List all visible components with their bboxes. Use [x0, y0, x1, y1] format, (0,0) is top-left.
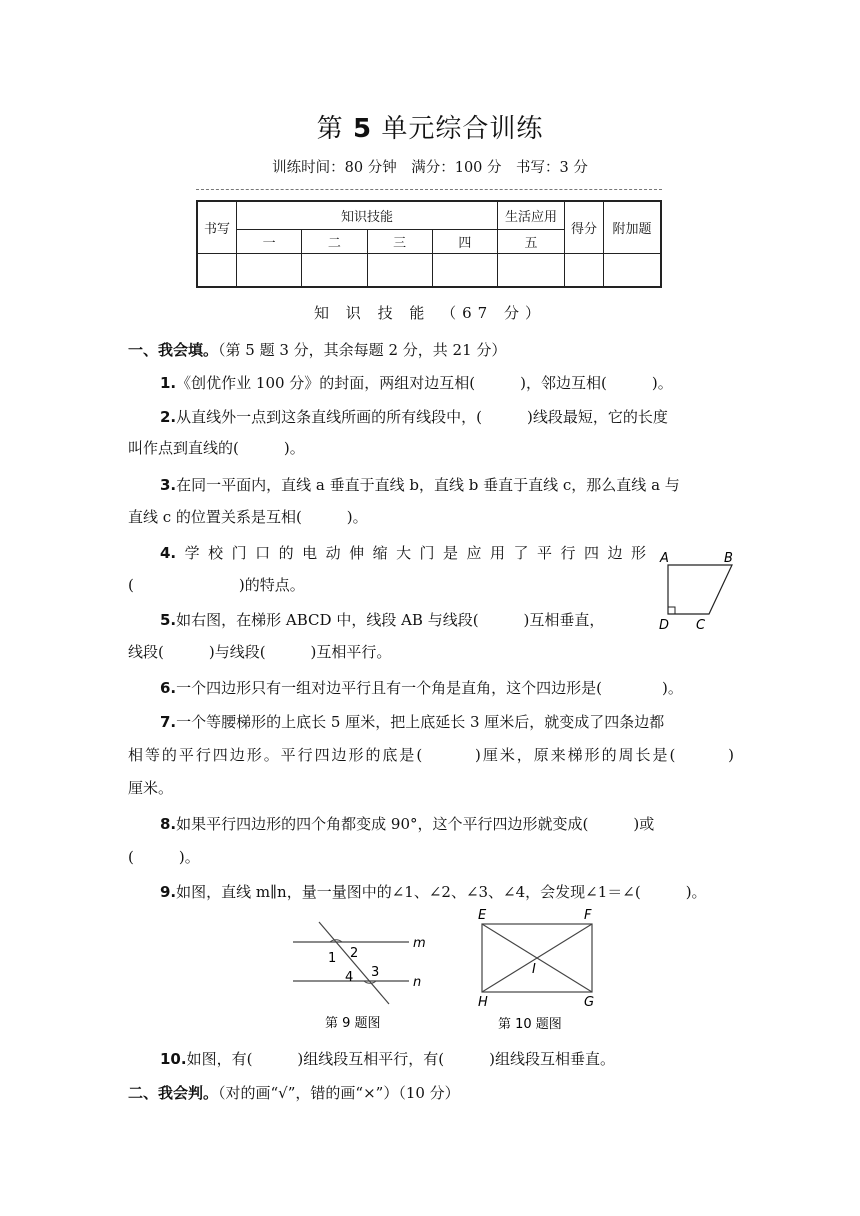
label-n: n: [413, 975, 422, 990]
col-5: 五: [498, 229, 565, 253]
header-score: 得分: [565, 201, 604, 253]
question-3-cont: 直线 c 的位置关系是互相( )。: [128, 508, 368, 526]
figure-10-caption: 第 10 题图: [498, 1017, 562, 1032]
label-m: m: [413, 936, 426, 951]
label-b: B: [724, 551, 733, 566]
question-7: 7.一个等腰梯形的上底长 5 厘米，把上底延长 3 厘米后，就变成了四条边都: [160, 713, 665, 731]
question-5: 5.如右图，在梯形 ABCD 中，线段 AB 与线段( )互相垂直，: [160, 611, 605, 629]
score-cell[interactable]: [367, 253, 432, 287]
header-knowledge: 知识技能: [237, 201, 498, 229]
question-1: 1.《创优作业 100 分》的封面，两组对边互相( )，邻边互相( )。: [160, 374, 673, 392]
question-4-cont: ( )的特点。: [128, 576, 305, 594]
score-table: [196, 200, 662, 288]
question-2-cont: 叫作点到直线的( )。: [128, 439, 305, 457]
trapezoid-abcd: [668, 565, 732, 614]
dashed-divider: [196, 189, 662, 190]
question-8-cont: ( )。: [128, 848, 200, 866]
question-7-cont2: 厘米。: [128, 779, 174, 797]
angle-4-label: 4: [345, 970, 354, 985]
question-6: 6.一个四边形只有一组对边平行且有一个角是直角，这个四边形是( )。: [160, 679, 683, 697]
label-d: D: [659, 618, 670, 632]
label-g: G: [584, 995, 595, 1010]
part1-heading: 一、我会填。（第 5 题 3 分，其余每题 2 分，共 21 分）: [128, 341, 507, 359]
question-5-cont: 线段( )与线段( )互相平行。: [128, 643, 392, 661]
section-title: 知 识 技 能 （67 分）: [314, 304, 546, 322]
question-3: 3.在同一平面内，直线 a 垂直于直线 b，直线 b 垂直于直线 c，那么直线 a 与: [160, 476, 680, 494]
right-angle-mark: [668, 607, 675, 614]
score-cell[interactable]: [432, 253, 497, 287]
header-life: 生活应用: [498, 201, 565, 229]
angle-2-label: 2: [350, 946, 359, 961]
score-cell[interactable]: [565, 253, 604, 287]
score-cell[interactable]: [498, 253, 565, 287]
question-8: 8.如果平行四边形的四个角都变成 90°，这个平行四边形就变成( )或: [160, 815, 655, 833]
figure-9: [285, 918, 435, 1038]
figure-9-caption: 第 9 题图: [325, 1016, 381, 1031]
subtitle: 训练时间：80 分钟 满分：100 分 书写：3 分: [272, 160, 588, 176]
col-3: 三: [367, 229, 432, 253]
score-cell[interactable]: [197, 253, 237, 287]
header-writing: 书写: [197, 201, 237, 253]
col-2: 二: [302, 229, 367, 253]
label-e: E: [478, 908, 487, 923]
score-cell[interactable]: [302, 253, 367, 287]
header-bonus: 附加题: [604, 201, 662, 253]
question-7-cont: 相等的平行四边形。平行四边形的底是( )厘米，原来梯形的周长是( ): [128, 746, 734, 764]
question-10: 10.如图，有( )组线段互相平行，有( )组线段互相垂直。: [160, 1050, 615, 1068]
part2-heading: 二、我会判。（对的画“√”，错的画“×”）（10 分）: [128, 1084, 460, 1102]
angle-3-label: 3: [371, 965, 380, 980]
label-h: H: [478, 995, 488, 1010]
label-f: F: [584, 908, 592, 923]
angle-1-label: 1: [328, 951, 337, 966]
label-i: I: [532, 962, 536, 977]
label-c: C: [696, 618, 706, 632]
figure-10: [470, 904, 610, 1036]
trapezoid-figure: [652, 546, 744, 632]
col-1: 一: [237, 229, 302, 253]
col-4: 四: [432, 229, 497, 253]
question-2: 2.从直线外一点到这条直线所画的所有线段中，( )线段最短，它的长度: [160, 408, 668, 426]
page-title: 第 5 单元综合训练: [316, 114, 544, 144]
question-4: 4.学校门口的电动伸缩大门是应用了平行四边形: [160, 544, 646, 562]
question-9: 9.如图，直线 m∥n，量一量图中的∠1、∠2、∠3、∠4，会发现∠1＝∠( )。: [160, 883, 707, 901]
label-a: A: [660, 551, 669, 566]
score-cell[interactable]: [237, 253, 302, 287]
score-cell[interactable]: [604, 253, 662, 287]
